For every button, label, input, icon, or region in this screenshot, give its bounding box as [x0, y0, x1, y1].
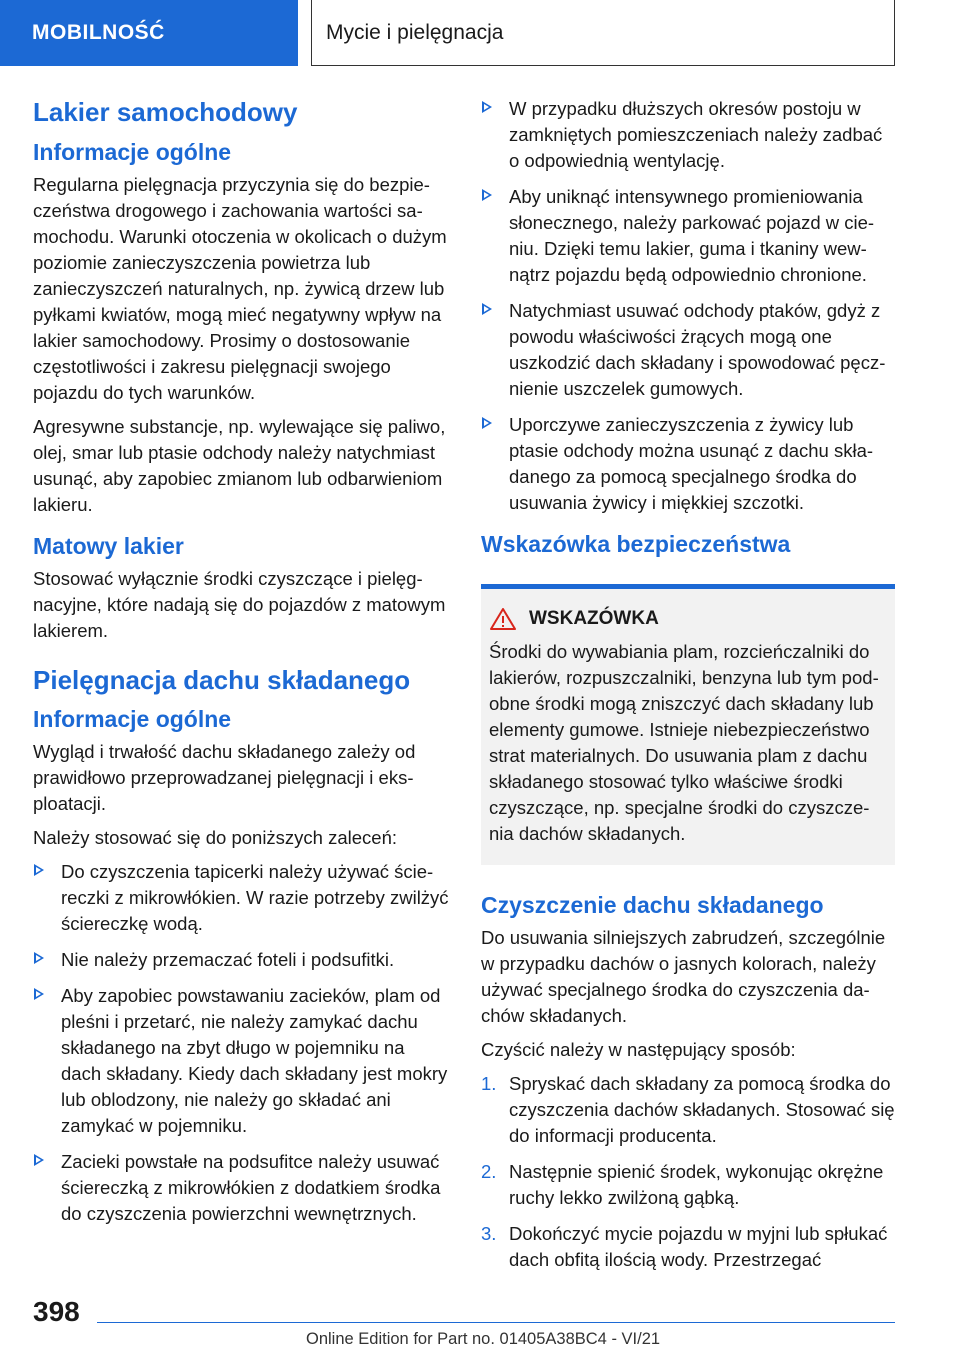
warning-text: Środki do wywabiania plam, rozcieńczalniki do lakierów, rozpuszczalniki, benzyna lub tym podobne środki mogą zniszczyć dach składany lub elementy gumowe. Istnieje niebezpieczeństwo strat materialnych. Do usuwania plam z dachu składanego stosować tylko właściwe środki czyszczące, np. specjalne środki do czyszczenia dachów składanych. [489, 640, 879, 844]
list-item: Aby zapobiec powstawaniu zacieków, plam od pleśni i przetarć, nie należy zamykać dachu składanego na zbyt długo w pojemniku na dach składany. Kiedy dach składany jest mokry lub oblodzony, nie należy go składać ani zamykać w pojemniku. [33, 983, 449, 1139]
warning-box [481, 584, 895, 865]
paragraph-lakier-1: Regularna pielęgnacja przyczynia się do bezpieczeństwa drogowego i zachowania wartości samochodu. Warunki otoczenia w okolicach o dużym poziomie zanieczyszczenia powietrza lub zanieczyszczeń naturalnych, np. żywicą drzew lub pyłkami kwiatów, mogą mieć negatywny wpływ na lakier samochodowy. Prosimy o dostosowanie częstotliwości i zakresu pielęgnacji swojego pojazdu do tych warunków. [33, 173, 447, 403]
heading-safety: Wskazówka bezpieczeństwa [481, 531, 791, 557]
heading-matowy: Matowy lakier [33, 532, 184, 559]
list-item: Nie należy przemaczać foteli i podsufitki. [33, 947, 449, 973]
list-item: Aby uniknąć intensywnego promieniowania słonecznego, należy parkować pojazd w cieniu. Dzięki temu lakier, guma i tkaniny wewnątrz pojazdu będą odpowiednio chronione. [481, 184, 895, 288]
heading-info-general-2: Informacje ogólne [33, 706, 232, 733]
footer-divider [97, 1322, 895, 1323]
list-item: 2. Następnie spienić środek, wykonując okrężne ruchy lekko zwilżoną gąbką. [481, 1160, 884, 1208]
step-number: 2. [481, 1160, 497, 1182]
page-number: 398 [33, 1296, 80, 1327]
triangle-bullet-icon [34, 952, 44, 964]
heading-dach: Pielęgnacja dachu składanego [33, 664, 411, 695]
heading-clean: Czyszczenie dachu składanego [481, 891, 824, 918]
triangle-bullet-icon [482, 303, 492, 315]
triangle-bullet-icon [34, 864, 44, 876]
bullet-list-left [33, 859, 449, 1227]
chapter-label: MOBILNOŚĆ [32, 21, 165, 44]
bullet-list-right [481, 96, 895, 516]
steps-list [481, 1071, 895, 1273]
list-item: 3. Dokończyć mycie pojazdu w myjni lub spłukać dach obfitą ilością wody. Przestrzegać [481, 1222, 888, 1270]
paragraph-lakier-2: Agresywne substancje, np. wylewające się paliwo, olej, smar lub ptasie odchody należy natychmiast usunąć, aby zapobiec zmianom lub odbarwieniom lakieru. [33, 415, 446, 515]
triangle-bullet-icon [34, 1154, 44, 1166]
list-item: W przypadku dłuższych okresów postoju w zamkniętych pomieszczeniach należy zadbać o odpowiednią wentylację. [481, 96, 895, 174]
warning-triangle-icon [489, 607, 517, 631]
chapter-tab [0, 0, 298, 66]
list-item: 1. Spryskać dach składany za pomocą środka do czyszczenia dachów składanych. Stosować się do informacji producenta. [481, 1072, 895, 1146]
section-header [311, 0, 895, 66]
paragraph-dach-2: Należy stosować się do poniższych zaleceń: [33, 827, 398, 849]
warning-title [489, 607, 881, 631]
triangle-bullet-icon [482, 189, 492, 201]
left-column [33, 96, 449, 1237]
list-item: Zacieki powstałe na podsufitce należy usuwać ściereczką z mikrowłókien z dodatkiem środka do czyszczenia powierzchni wewnętrznych. [33, 1149, 449, 1227]
heading-info-general-1: Informacje ogólne [33, 138, 232, 165]
list-item: Uporczywe zanieczyszczenia z żywicy lub ptasie odchody można usunąć z dachu składanego za pomocą specjalnego środka do usuwania żywicy i miękkiej szczotki. [481, 412, 895, 516]
list-item: Do czyszczenia tapicerki należy używać ściereczki z mikrowłókien. W razie potrzeby zwilżyć ściereczkę wodą. [33, 859, 449, 937]
footer-edition: Online Edition for Part no. 01405A38BC4 - VI/21 [306, 1330, 661, 1348]
triangle-bullet-icon [34, 988, 44, 1000]
step-number: 1. [481, 1072, 497, 1094]
paragraph-dach-1: Wygląd i trwałość dachu składanego zależy od prawidłowo przeprowadzanej pielęgnacji i eksploatacji. [33, 741, 416, 815]
paragraph-clean-2: Czyścić należy w następujący sposób: [481, 1038, 796, 1060]
triangle-bullet-icon [482, 101, 492, 113]
right-column [481, 96, 895, 1283]
heading-lakier: Lakier samochodowy [33, 97, 298, 127]
step-number: 3. [481, 1222, 497, 1244]
paragraph-clean-1: Do usuwania silniejszych zabrudzeń, szczególnie w przypadku dachów o jasnych kolorach, należy używać specjalnego środka do czyszczenia dachów składanych. [481, 926, 886, 1026]
warning-title-label: WSKAZÓWKA [529, 607, 659, 629]
paragraph-matowy: Stosować wyłącznie środki czyszczące i pielęgnacyjne, które nadają się do pojazdów z matowym lakierem. [33, 567, 446, 641]
triangle-bullet-icon [482, 417, 492, 429]
list-item: Natychmiast usuwać odchody ptaków, gdyż z powodu właściwości żrących mogą one uszkodzić dach składany i spowodować pęcznienie uszczelek gumowych. [481, 298, 895, 402]
section-label: Mycie i pielęgnacja [326, 20, 504, 44]
